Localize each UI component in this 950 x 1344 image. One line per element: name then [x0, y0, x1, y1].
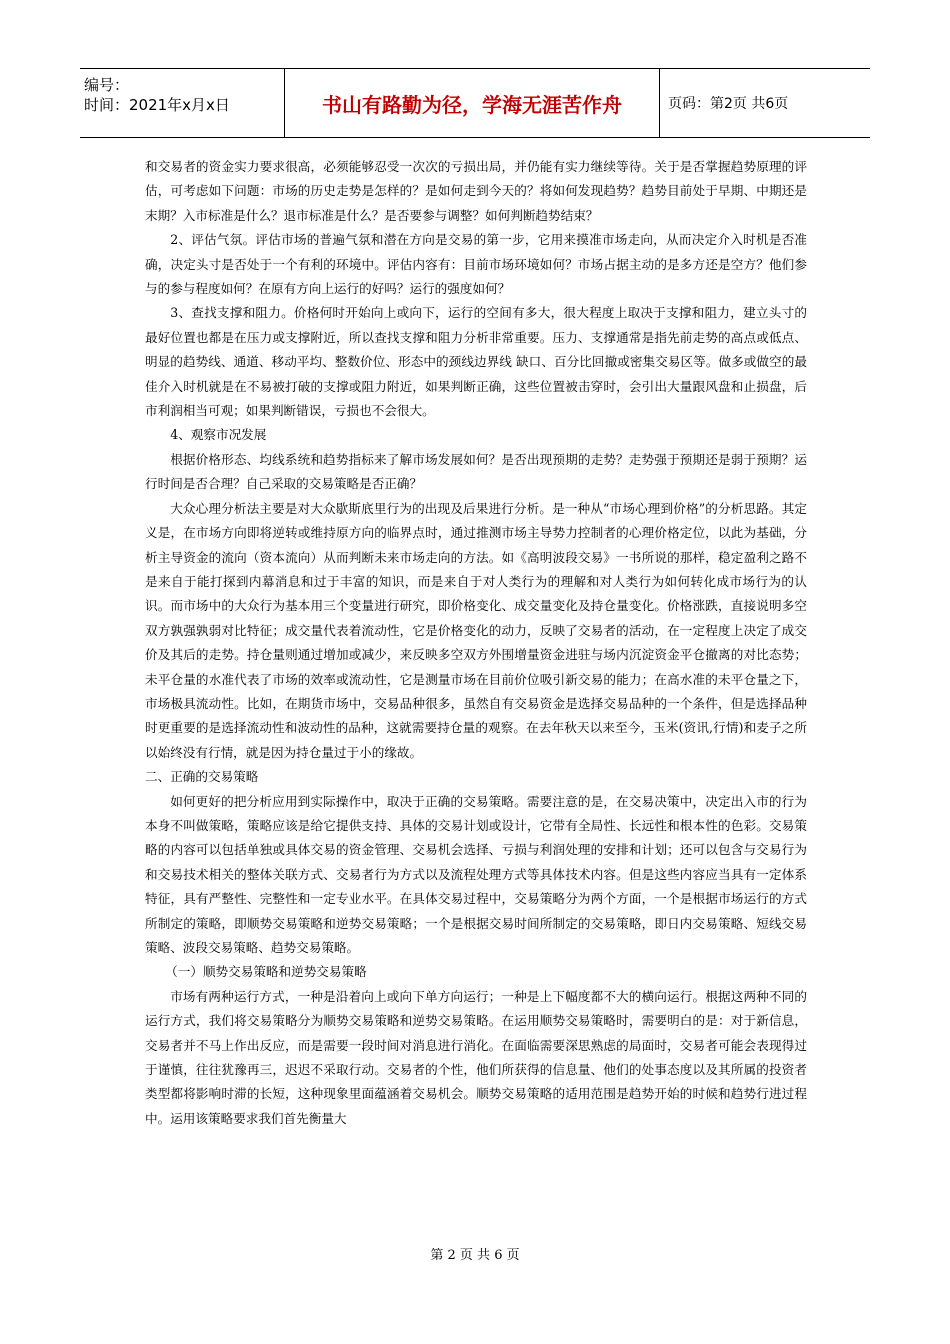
header-meta — [80, 69, 284, 137]
serial-label: 编号： — [84, 76, 130, 94]
paragraph: 3、查找支撑和阻力。价格何时开始向上或向下，运行的空间有多大，很大程度上取决于支撑和阻力，建立头寸的最好位置也都是在压力或支撑附近，所以查找支撑和阻力分析非常重要。压力、支撑通常是指先前走势的高点或低点、明显的趋势线、通道、移动平均、整数价位、形态中的颈线边界线 缺口、百分比回撤或密集交易区等。做多或做空的最佳介入时机就是在不易被打破的支撑或阻力附近，如果判断正确，这些位置被击穿时，会引出大量跟风盘和止损盘，后市利润相当可观；如果判断错误，亏损也不会很大。 — [145, 305, 807, 419]
paragraph: 2、评估气氛。评估市场的普遍气氛和潜在方向是交易的第一步，它用来摸准市场走向，从而决定介入时机是否准确，决定头寸是否处于一个有利的环境中。评估内容有：目前市场环境如何？市场占据主动的是多方还是空方？他们参与的参与程度如何？在原有方向上运行的好吗？运行的强度如何？ — [145, 232, 807, 297]
paragraph: 如何更好的把分析应用到实际操作中，取决于正确的交易策略。需要注意的是，在交易决策中，决定出入市的行为本身不叫做策略，策略应该是给它提供支持、具体的交易计划或设计，它带有全局性、长远性和根本性的色彩。交易策略的内容可以包括单独或具体交易的资金管理、交易机会选择、亏损与利润处理的安排和计划；还可以包含与交易行为和交易技术相关的整体关联方式、交易者行为方式以及流程处理方式等具体技术内容。但是这些内容应当具有一定体系特征，具有严整性、完整性和一定专业水平。在具体交易过程中，交易策略分为两个方面，一个是根据市场运行的方式所制定的策略，即顺势交易策略和逆势交易策略；一个是根据交易时间所制定的交易策略，即日内交易策略、短线交易策略、波段交易策略、趋势交易策略。 — [145, 793, 807, 955]
page-header — [80, 68, 870, 138]
section-heading: 4、观察市况发展 — [170, 427, 267, 443]
paragraph: 大众心理分析法主要是对大众歇斯底里行为的出现及后果进行分析。是一种从“市场心理到价格”的分析思路。其定义是，在市场方向即将逆转或维持原方向的临界点时，通过推测市场主导势力控制者的心理价格定位，以此为基础，分析主导资金的流向（资本流向）从而判断未来市场走向的方法。如《高明波段交易》一书所说的那样，稳定盈利之路不是来自于能打探到内幕消息和过于丰富的知识，而是来自于对人类行为的理解和对人类行为如何转化成市场行为的认识。而市场中的大众行为基本用三个变量进行研究，即价格变化、成交量变化及持仓量变化。价格涨跌，直接说明多空双方孰强孰弱对比特征；成交量代表着流动性，它是价格变化的动力，反映了交易者的活动，在一定程度上决定了成交价及其后的走势。持仓量则通过增加或减少，来反映多空双方外围增量资金进驻与场内沉淀资金平仓撤离的对比态势；未平仓量的水准代表了市场的效率或流动性，它是测量市场在目前价位吸引新交易的能力；在高水准的未平仓量之下，市场极具流动性。比如，在期货市场中，交易品种很多，虽然自有交易资金是选择交易品种的一个条件，但是选择品种时更重要的是选择流动性和波动性的品种，这就需要持仓量的观察。在去年秋天以来至今，玉米(资讯,行情)和麦子之所以始终没有行情，就是因为持仓量过于小的缘故。 — [145, 500, 807, 760]
subsection-heading: （一）顺势交易策略和逆势交易策略 — [165, 964, 367, 980]
date-label: 时间：2021年x月x日 — [84, 96, 230, 114]
header-page-label: 页码：第2页 共6页 — [668, 96, 789, 112]
paragraph: 根据价格形态、均线系统和趋势指标来了解市场发展如何？是否出现预期的走势？走势强于预期还是弱于预期？运行时间是否合理？自己采取的交易策略是否正确？ — [145, 451, 807, 492]
page-footer: 第 2 页 共 6 页 — [430, 1248, 520, 1263]
paragraph: 和交易者的资金实力要求很高，必须能够忍受一次次的亏损出局，并仍能有实力继续等待。关于是否掌握趋势原理的评估，可考虑如下问题：市场的历史走势是怎样的？是如何走到今天的？将如何发现趋势？趋势目前处于早期、中期还是末期？入市标准是什么？退市标准是什么？是否要参与调整？如何判断趋势结束？ — [145, 159, 807, 223]
document-body — [145, 155, 807, 1131]
section-heading: 二、正确的交易策略 — [145, 769, 259, 785]
header-motto: 书山有路勤为径，学海无涯苦作舟 — [284, 69, 660, 137]
paragraph: 市场有两种运行方式，一种是沿着向上或向下单方向运行；一种是上下幅度都不大的横向运行。根据这两种不同的运行方式，我们将交易策略分为顺势交易策略和逆势交易策略。在运用顺势交易策略时，需要明白的是：对于新信息，交易者并不马上作出反应，而是需要一段时间对消息进行消化。在面临需要深思熟虑的局面时，交易者可能会表现得过于谨慎，往往犹豫再三，迟迟不采取行动。交易者的个性，他们所获得的信息量、他们的处事态度以及其所属的投资者类型都将影响时滞的长短，这种现象里面蕴涵着交易机会。顺势交易策略的适用范围是趋势开始的时候和趋势行进过程中。运用该策略要求我们首先衡量大 — [145, 988, 807, 1126]
